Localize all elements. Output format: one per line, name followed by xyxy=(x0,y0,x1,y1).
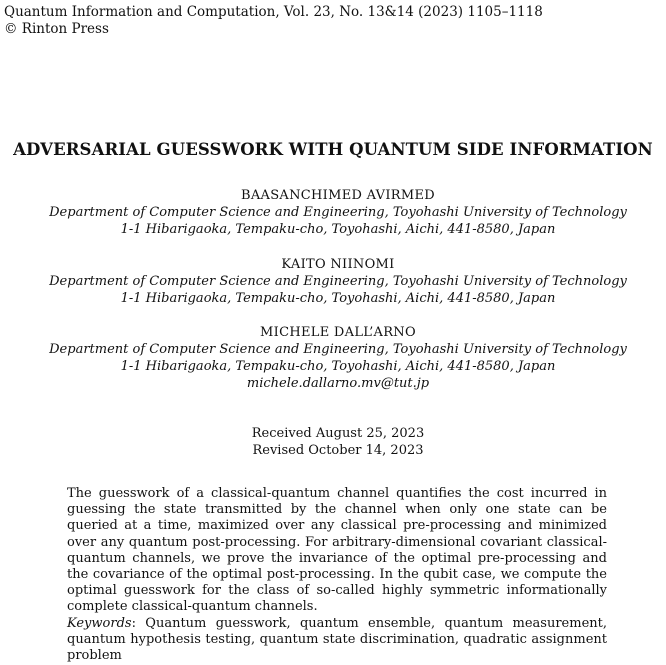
keywords xyxy=(67,616,607,665)
submission-dates xyxy=(0,425,666,459)
revised-date: Revised October 14, 2023 xyxy=(252,443,424,458)
received-date: Received August 25, 2023 xyxy=(251,426,425,441)
author-affiliation-department: Department of Computer Science and Engineering, Toyohashi University of Technology xyxy=(49,205,627,220)
author-name: BAASANCHIMED AVIRMED xyxy=(240,188,436,203)
journal-header xyxy=(4,4,543,38)
author-block-1 xyxy=(0,187,666,238)
keywords-text: Quantum guesswork, quantum ensemble, quantum measurement, quantum hypothesis testing, quantum state discrimination, quadratic assignment problem xyxy=(67,616,607,664)
author-block-2 xyxy=(0,256,666,307)
author-email[interactable]: michele.dallarno.mv@tut.jp xyxy=(246,376,430,391)
keywords-label: Keywords xyxy=(67,616,132,631)
author-affiliation-address: 1-1 Hibarigaoka, Tempaku-cho, Toyohashi, Aichi, 441-8580, Japan xyxy=(120,291,556,306)
author-affiliation-department: Department of Computer Science and Engineering, Toyohashi University of Technology xyxy=(49,342,627,357)
author-name: KAITO NIINOMI xyxy=(281,257,395,272)
publisher-notice: © Rinton Press xyxy=(4,21,109,37)
journal-citation: Quantum Information and Computation, Vol. 23, No. 13&14 (2023) 1105–1118 xyxy=(4,4,543,20)
author-affiliation-address: 1-1 Hibarigaoka, Tempaku-cho, Toyohashi, Aichi, 441-8580, Japan xyxy=(120,222,556,237)
author-affiliation-department: Department of Computer Science and Engineering, Toyohashi University of Technology xyxy=(49,274,627,289)
keywords-separator: : xyxy=(131,616,136,631)
abstract: The guesswork of a classical-quantum channel quantifies the cost incurred in guessing the state transmitted by the channel when only one state can be queried at a time, maximized over any classical pre-processing and minimized over any quantum post-processing. For arbitrary-dimensional covariant classical-quantum channels, we prove the invariance of the optimal pre-processing and the covariance of the optimal post-processing. In the qubit case, we compute the optimal guesswork for the class of so-called highly symmetric informationally complete classical-quantum channels. xyxy=(67,486,607,615)
author-affiliation-address: 1-1 Hibarigaoka, Tempaku-cho, Toyohashi, Aichi, 441-8580, Japan xyxy=(120,359,556,374)
author-block-3 xyxy=(0,324,666,392)
author-name: MICHELE DALL’ARNO xyxy=(260,325,416,340)
paper-title: ADVERSARIAL GUESSWORK WITH QUANTUM SIDE INFORMATION xyxy=(13,140,653,159)
